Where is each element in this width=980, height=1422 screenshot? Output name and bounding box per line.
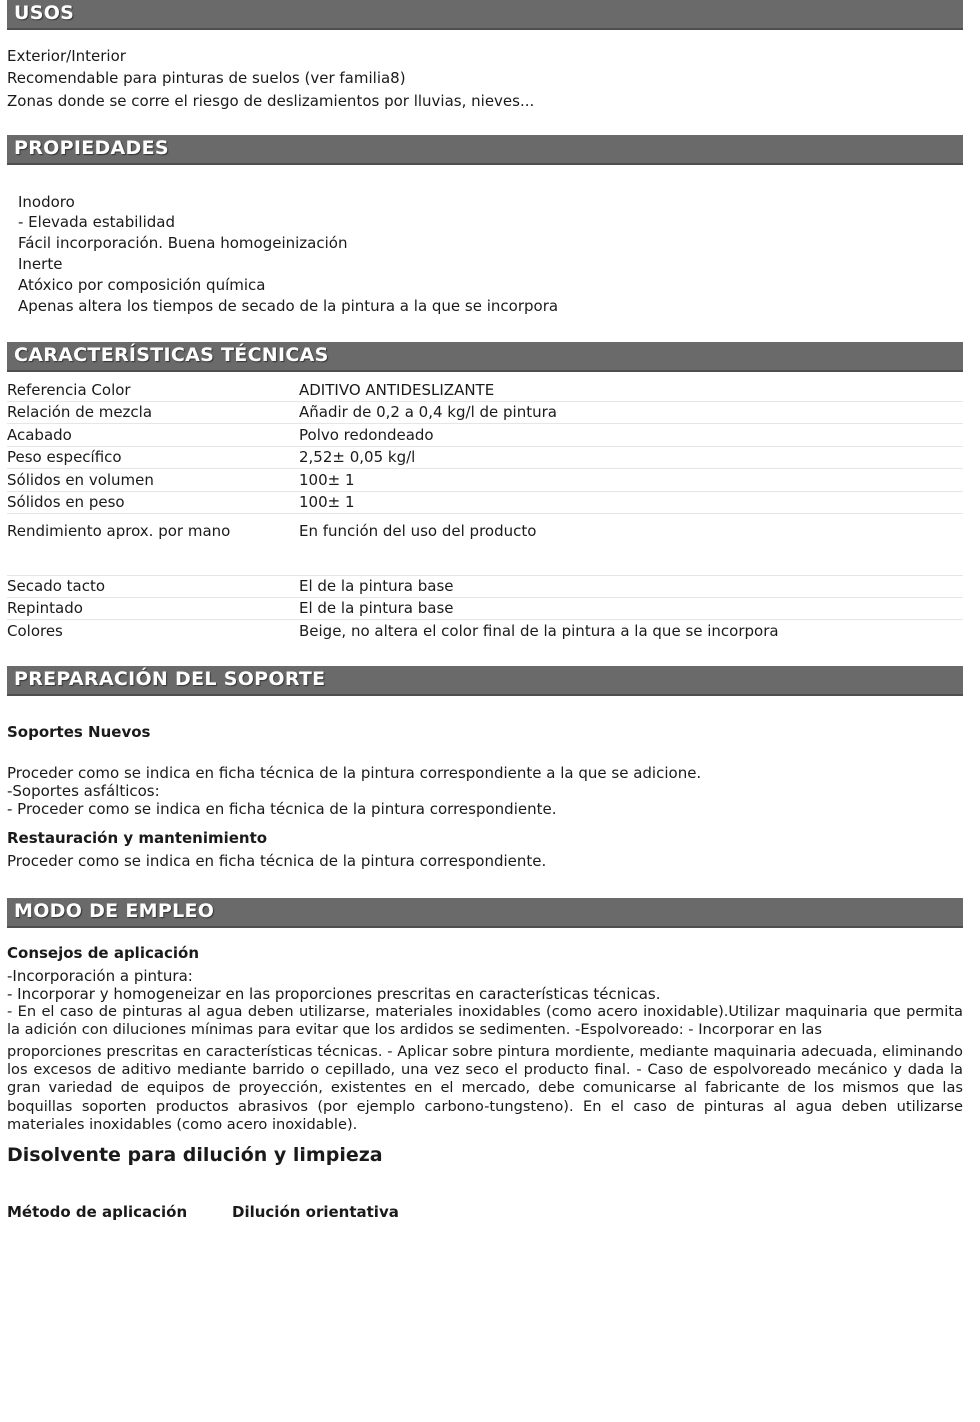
modo-line: - Incorporar y homogeneizar en las proporciones prescritas en características técnicas. (7, 985, 661, 1003)
propiedad-line: Apenas altera los tiempos de secado de la pintura a la que se incorpora (18, 297, 559, 315)
spec-row (7, 492, 963, 514)
preparacion-line: -Soportes asfálticos: (7, 782, 160, 800)
spec-row (7, 621, 963, 643)
usos-line: Zonas donde se corre el riesgo de deslizamientos por lluvias, nieves... (7, 92, 535, 110)
spec-value: Polvo redondeado (299, 426, 434, 444)
spec-label: Peso específico (7, 448, 122, 466)
spec-value: En función del uso del producto (299, 522, 537, 540)
spec-row (7, 598, 963, 620)
subtitle-restauracion: Restauración y mantenimiento (7, 829, 268, 847)
spec-label: Referencia Color (7, 381, 131, 399)
propiedad-line: Fácil incorporación. Buena homogeinización (18, 234, 348, 252)
section-title: USOS (14, 2, 75, 24)
spec-value: 100± 1 (299, 471, 355, 489)
spec-value: ADITIVO ANTIDESLIZANTE (299, 381, 495, 399)
section-title: CARACTERÍSTICAS TÉCNICAS (14, 344, 329, 366)
modo-paragraph-1: - En el caso de pinturas al agua deben utilizarse, materiales inoxidables (como acero inoxidable).Utilizar maquinaria que permita la adición con diluciones mínimas para evitar que los ardidos se sedimenten. -Espolvoreado: - Incorporar en las (7, 1003, 963, 1039)
spec-label: Repintado (7, 599, 83, 617)
spec-label: Sólidos en peso (7, 493, 125, 511)
section-title: PREPARACIÓN DEL SOPORTE (14, 668, 326, 690)
section-header-usos (7, 0, 963, 30)
spec-row (7, 576, 963, 598)
spec-label: Sólidos en volumen (7, 471, 154, 489)
propiedad-line: - Elevada estabilidad (18, 213, 175, 231)
usos-line: Recomendable para pinturas de suelos (ver familia8) (7, 69, 406, 87)
usos-line: Exterior/Interior (7, 47, 126, 65)
restauracion-line: Proceder como se indica en ficha técnica de la pintura correspondiente. (7, 852, 547, 870)
section-header-propiedades (7, 135, 963, 165)
subtitle-consejos: Consejos de aplicación (7, 944, 199, 962)
spec-row (7, 447, 963, 469)
propiedad-line: Inodoro (18, 193, 75, 211)
column-dilucion: Dilución orientativa (232, 1203, 399, 1221)
spec-value: Añadir de 0,2 a 0,4 kg/l de pintura (299, 403, 557, 421)
spec-value: Beige, no altera el color final de la pintura a la que se incorpora (299, 622, 779, 640)
modo-line: -Incorporación a pintura: (7, 967, 193, 985)
spec-value: El de la pintura base (299, 599, 454, 617)
spec-label: Secado tacto (7, 577, 106, 595)
spec-value: El de la pintura base (299, 577, 454, 595)
section-header-modo-empleo (7, 898, 963, 928)
spec-label: Relación de mezcla (7, 403, 153, 421)
spec-row (7, 470, 963, 492)
propiedad-line: Atóxico por composición química (18, 276, 266, 294)
spec-label: Acabado (7, 426, 72, 444)
spec-row (7, 521, 963, 576)
section-header-caracteristicas (7, 342, 963, 372)
propiedad-line: Inerte (18, 255, 63, 273)
column-metodo: Método de aplicación (7, 1203, 188, 1221)
spec-value: 100± 1 (299, 493, 355, 511)
preparacion-line: - Proceder como se indica en ficha técnica de la pintura correspondiente. (7, 800, 557, 818)
section-title: PROPIEDADES (14, 137, 169, 159)
spec-row (7, 425, 963, 447)
section-title: MODO DE EMPLEO (14, 900, 215, 922)
preparacion-line: Proceder como se indica en ficha técnica de la pintura correspondiente a la que se adicione. (7, 764, 702, 782)
modo-paragraph-2: proporciones prescritas en características técnicas. - Aplicar sobre pintura mordiente, mediante maquinaria adecuada, eliminando los excesos de aditivo mediante barrido o cepillado, una vez seco el producto final. - Caso de espolvoreado mecánico y dada la gran variedad de equipos de proyección, existentes en el mercado, debe comunicarse al fabricante de los mismos que las boquillas soporten productos abrasivos (por ejemplo carbono-tungsteno). En el caso de pinturas al agua deben utilizarse materiales inoxidables (como acero inoxidable). (7, 1043, 963, 1133)
disolvente-title: Disolvente para dilución y limpieza (7, 1144, 383, 1166)
section-header-preparacion (7, 666, 963, 696)
spec-row (7, 380, 963, 402)
spec-value: 2,52± 0,05 kg/l (299, 448, 416, 466)
spec-label: Colores (7, 622, 63, 640)
subtitle-soportes-nuevos: Soportes Nuevos (7, 723, 151, 741)
spec-row (7, 402, 963, 424)
spec-label: Rendimiento aprox. por mano (7, 522, 231, 540)
